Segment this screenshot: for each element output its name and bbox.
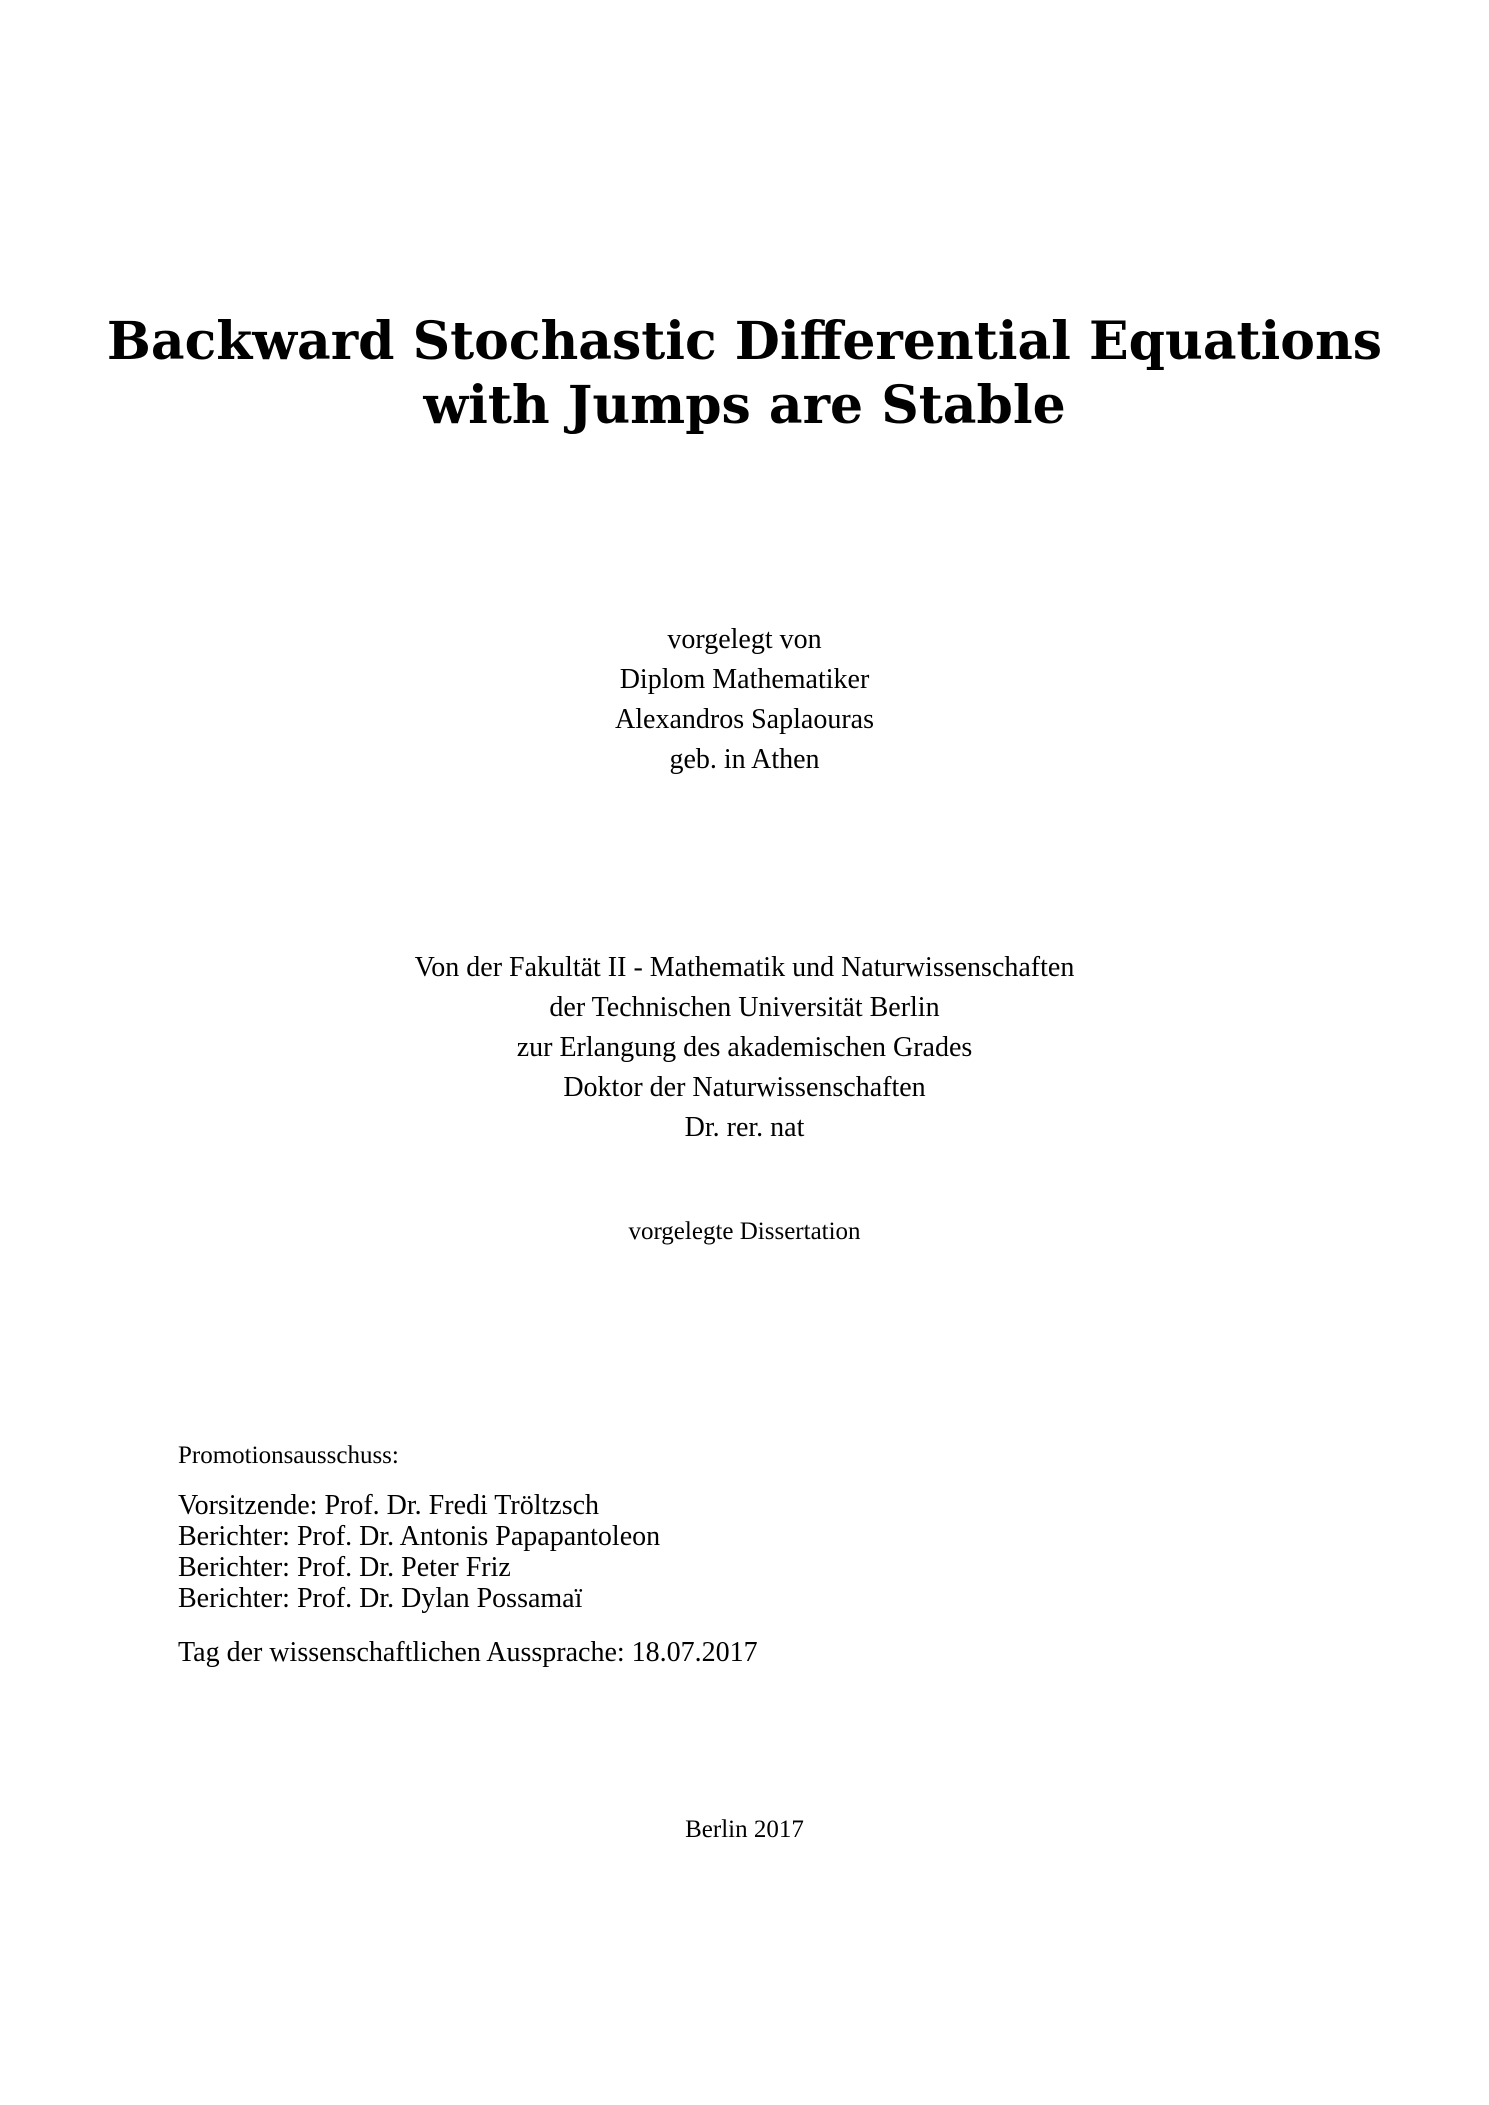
committee-member: Vorsitzende: Prof. Dr. Fredi Tröltzsch xyxy=(178,1490,600,1521)
author-block xyxy=(0,620,1489,780)
committee-list xyxy=(178,1490,660,1614)
faculty-line: Doktor der Naturwissenschaften xyxy=(563,1072,926,1103)
author-birthplace: geb. in Athen xyxy=(669,744,820,775)
defense-date: Tag der wissenschaftlichen Aussprache: 18.07.2017 xyxy=(178,1637,758,1668)
faculty-line: Von der Fakultät II - Mathematik und Naturwissenschaften xyxy=(414,952,1075,983)
faculty-line: Dr. rer. nat xyxy=(684,1112,805,1143)
committee-label: Promotionsausschuss: xyxy=(178,1442,399,1469)
author-name: Alexandros Saplaouras xyxy=(615,704,874,735)
title-line-1: Backward Stochastic Differential Equations xyxy=(106,311,1383,372)
faculty-line: der Technischen Universität Berlin xyxy=(549,992,940,1023)
title-line-2: with Jumps are Stable xyxy=(423,375,1066,436)
committee-member: Berichter: Prof. Dr. Peter Friz xyxy=(178,1552,511,1583)
faculty-block xyxy=(0,948,1489,1148)
submitted-by: vorgelegt von xyxy=(667,624,822,655)
faculty-line: zur Erlangung des akademischen Grades xyxy=(516,1032,973,1063)
author-degree: Diplom Mathematiker xyxy=(619,664,870,695)
place-year: Berlin 2017 xyxy=(685,1816,804,1843)
committee-member: Berichter: Prof. Dr. Antonis Papapantoleon xyxy=(178,1521,661,1552)
committee-member: Berichter: Prof. Dr. Dylan Possamaï xyxy=(178,1583,583,1614)
dissertation-label: vorgelegte Dissertation xyxy=(628,1218,861,1245)
thesis-title xyxy=(0,310,1489,438)
